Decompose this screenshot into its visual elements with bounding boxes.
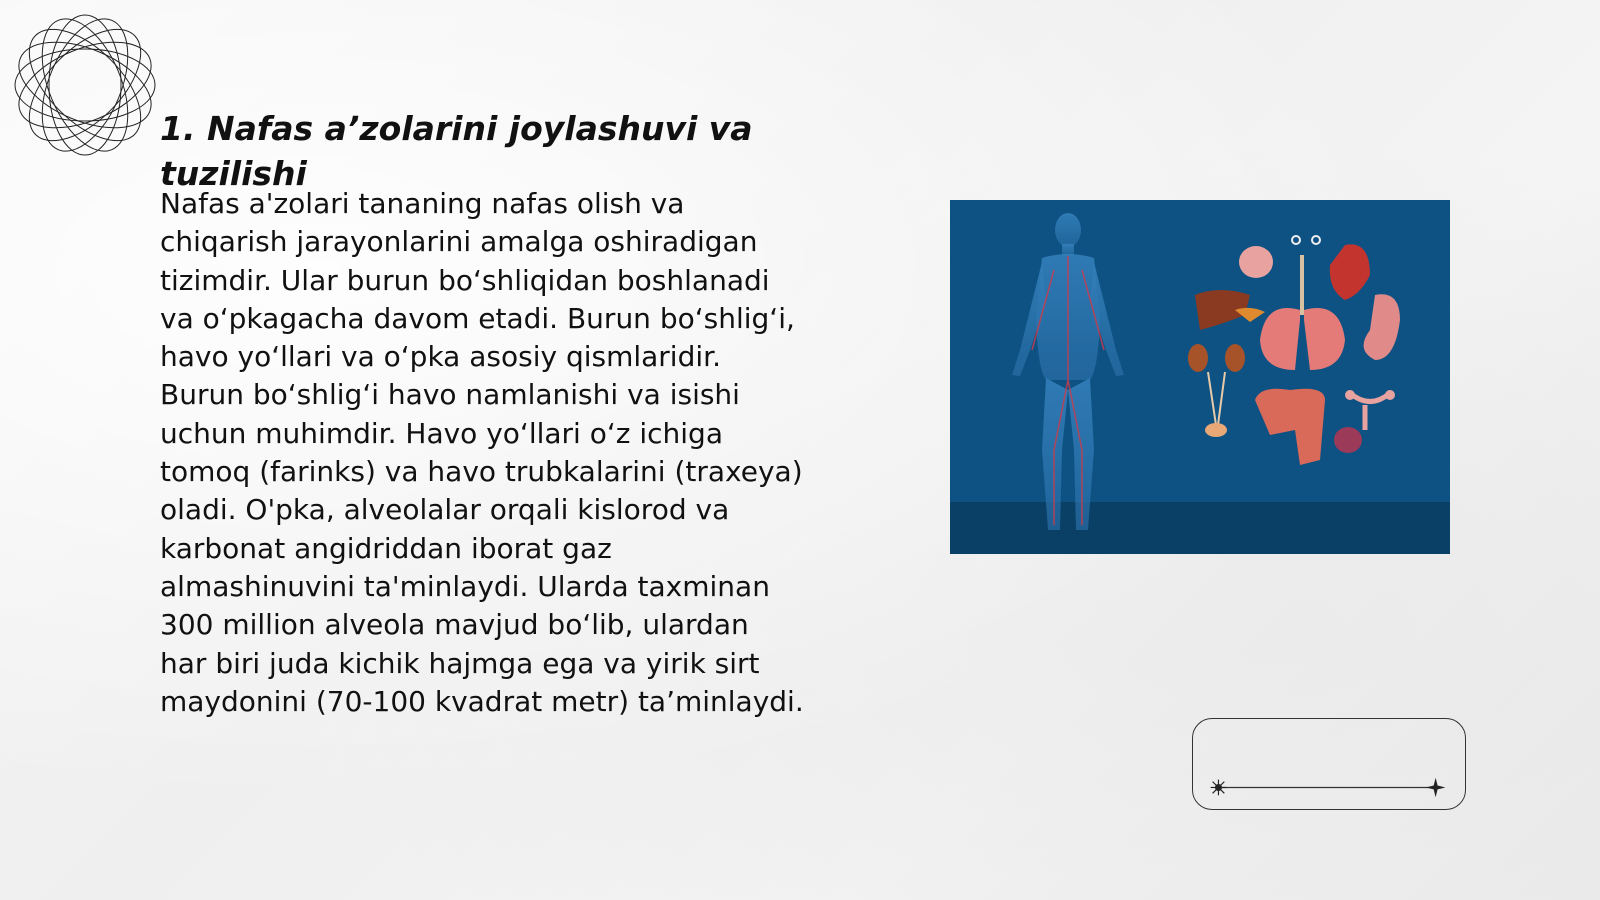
sparkle-icon xyxy=(1211,780,1227,796)
rosette-decoration-icon xyxy=(10,10,160,160)
slider-card xyxy=(1192,718,1466,810)
star-icon xyxy=(1426,778,1446,798)
progress-line xyxy=(1193,719,1465,809)
anatomy-image xyxy=(950,200,1450,554)
slide-title: 1. Nafas a’zolarini joylashuvi va tuzilishi xyxy=(160,109,753,193)
slide-body-text: Nafas a'zolari tananing nafas olish va chiqarish jarayonlarini amalga oshiradigan tizimdir. Ular burun bo‘shliqidan boshlanadi va o‘pkagacha davom etadi. Burun bo‘shlig‘i, havo yo‘llari va o‘pka asosiy qismlaridir. Burun bo‘shlig‘i havo namlanishi va isishi uchun muhimdir. Havo yo‘llari o‘z ichiga tomoq (farinks) va havo trubkalarini (traxeya) oladi. O'pka, alveolalar orqali kislorod va karbonat angidriddan iborat gaz almashinuvini ta'minlaydi. Ularda taxminan 300 million alveola mavjud bo‘lib, ulardan har biri juda kichik hajmga ega va yirik sirt maydonini (70-100 kvadrat metr) ta’minlaydi. xyxy=(160,187,804,718)
